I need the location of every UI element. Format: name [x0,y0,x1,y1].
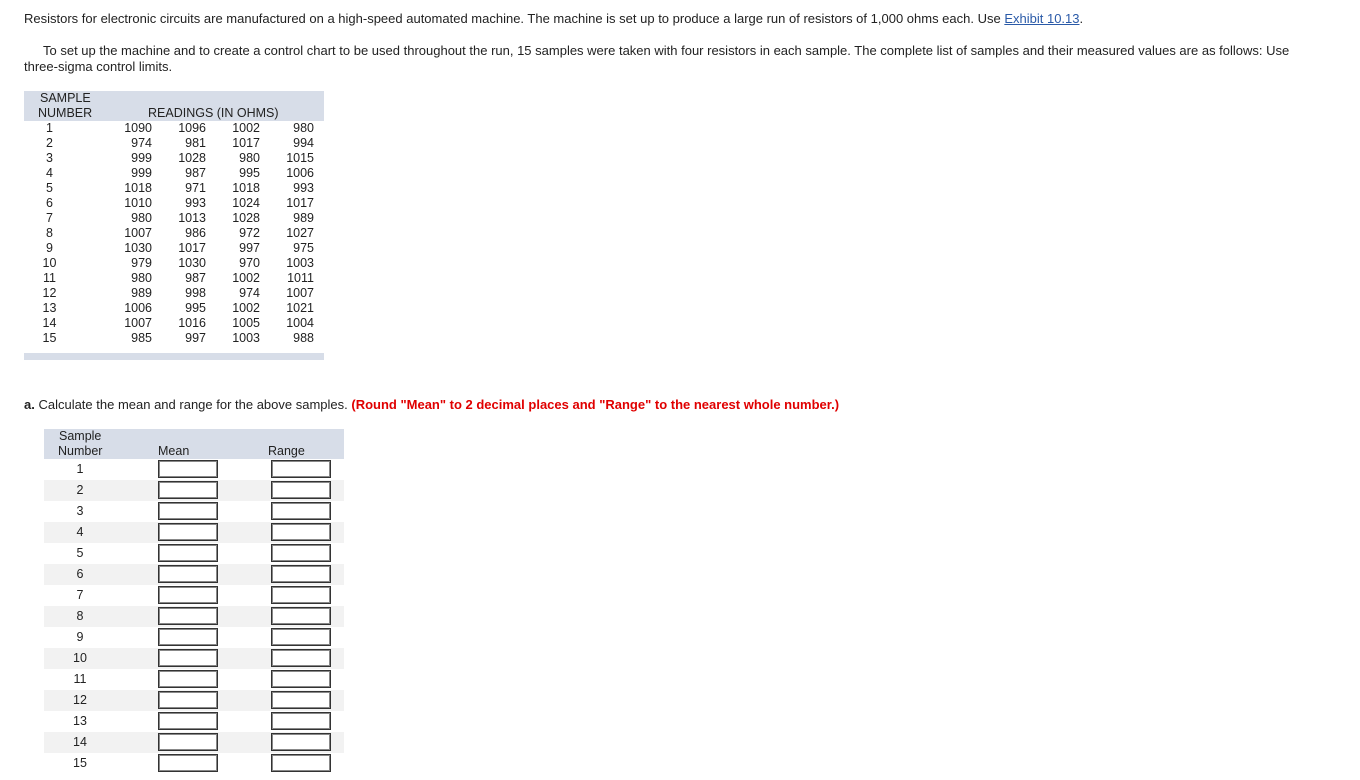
readings-row [24,316,324,331]
reading-cell: 980 [239,151,260,165]
sample-number-cell: 3 [46,151,53,165]
reading-cell: 980 [293,121,314,135]
reading-cell: 1013 [178,211,206,225]
answer-row [44,606,344,627]
readings-row [24,121,324,136]
mean-input[interactable] [158,586,218,604]
mean-input[interactable] [158,628,218,646]
header-mean: Mean [158,444,190,458]
range-input[interactable] [271,586,331,604]
reading-cell: 1011 [287,271,314,285]
reading-cell: 981 [185,136,206,150]
reading-cell: 1016 [178,316,206,330]
sample-number-cell: 7 [76,588,84,602]
reading-cell: 979 [131,256,152,270]
reading-cell: 987 [185,166,206,180]
header-sample-line1: Sample [59,429,102,443]
reading-cell: 1006 [124,301,152,315]
answer-row [44,690,344,711]
sample-number-cell: 12 [73,693,87,707]
reading-cell: 1018 [232,181,260,195]
readings-row [24,271,324,286]
reading-cell: 1005 [232,316,260,330]
reading-cell: 999 [131,151,152,165]
range-input[interactable] [271,754,331,772]
sample-number-cell: 13 [73,714,87,728]
sample-number-cell: 13 [42,301,57,315]
setup-text: To set up the machine and to create a control chart to be used throughout the run, 15 samples were taken with four resistors in each sample. The complete list of samples and their measured values are as follows: Use three-sigma control limits. [24,43,1290,74]
range-input[interactable] [271,733,331,751]
answer-row [44,564,344,585]
readings-row [24,256,324,271]
mean-input[interactable] [158,544,218,562]
reading-cell: 1017 [178,241,206,255]
header-readings: READINGS (IN OHMS) [148,106,279,120]
sample-number-cell: 7 [46,211,53,225]
reading-cell: 993 [185,196,206,210]
range-input[interactable] [271,712,331,730]
readings-row [24,166,324,181]
reading-cell: 1002 [232,271,260,285]
reading-cell: 1003 [286,256,314,270]
mean-input[interactable] [158,460,218,478]
reading-cell: 1010 [124,196,152,210]
reading-cell: 997 [185,331,206,345]
range-input[interactable] [271,523,331,541]
reading-cell: 985 [131,331,152,345]
range-input[interactable] [271,502,331,520]
range-input[interactable] [271,607,331,625]
reading-cell: 987 [185,271,206,285]
reading-cell: 995 [239,166,260,180]
reading-cell: 1002 [232,301,260,315]
header-sample-line2: NUMBER [38,106,93,120]
sample-number-cell: 15 [73,756,87,770]
readings-row [24,331,324,346]
sample-number-cell: 4 [76,525,84,539]
sample-number-cell: 14 [73,735,87,749]
reading-cell: 986 [185,226,206,240]
reading-cell: 1007 [124,226,152,240]
setup-paragraph [24,43,1324,75]
header-sample-line1: SAMPLE [40,91,91,105]
reading-cell: 971 [185,181,206,195]
sample-number-cell: 5 [46,181,53,195]
reading-cell: 1028 [178,151,206,165]
reading-cell: 1027 [286,226,314,240]
sample-number-cell: 10 [73,651,87,665]
answer-row [44,543,344,564]
readings-row [24,211,324,226]
reading-cell: 974 [239,286,260,300]
answer-row [44,459,344,480]
answer-table-body [44,459,344,774]
reading-cell: 975 [293,241,314,255]
sample-number-cell: 12 [42,286,57,300]
sample-number-cell: 8 [76,609,84,623]
mean-input[interactable] [158,670,218,688]
reading-cell: 972 [239,226,260,240]
readings-table [24,91,324,360]
range-input[interactable] [271,670,331,688]
answer-row [44,669,344,690]
sample-number-cell: 2 [76,483,84,497]
reading-cell: 998 [185,286,206,300]
header-range: Range [268,444,305,458]
sample-number-cell: 6 [46,196,53,210]
mean-input[interactable] [158,502,218,520]
mean-input[interactable] [158,733,218,751]
mean-input[interactable] [158,649,218,667]
mean-input[interactable] [158,691,218,709]
answer-row [44,711,344,732]
sample-number-cell: 14 [42,316,57,330]
exhibit-link[interactable]: Exhibit 10.13 [1004,11,1080,26]
sample-number-cell: 1 [46,121,53,135]
mean-input[interactable] [158,565,218,583]
readings-table-body [24,121,324,353]
answer-row [44,585,344,606]
answer-table [44,429,344,774]
range-input[interactable] [271,628,331,646]
sample-number-cell: 9 [76,630,84,644]
reading-cell: 989 [293,211,314,225]
reading-cell: 989 [131,286,152,300]
answer-row [44,648,344,669]
reading-cell: 1007 [286,286,314,300]
reading-cell: 974 [131,136,152,150]
reading-cell: 999 [131,166,152,180]
reading-cell: 1017 [232,136,260,150]
readings-row [24,241,324,256]
sample-number-cell: 9 [46,241,53,255]
range-input[interactable] [271,649,331,667]
sample-number-cell: 2 [46,136,53,150]
reading-cell: 1006 [286,166,314,180]
readings-row [24,286,324,301]
mean-input[interactable] [158,523,218,541]
reading-cell: 994 [293,136,314,150]
readings-row [24,301,324,316]
reading-cell: 1021 [286,301,314,315]
range-input[interactable] [271,481,331,499]
reading-cell: 1096 [178,121,206,135]
readings-table-header [24,91,324,121]
intro-end: . [1079,11,1084,26]
reading-cell: 1090 [124,121,152,135]
range-input[interactable] [271,691,331,709]
mean-input[interactable] [158,754,218,772]
reading-cell: 1015 [286,151,314,165]
answer-row [44,627,344,648]
reading-cell: 1030 [124,241,152,255]
sample-number-cell: 5 [76,546,84,560]
mean-input[interactable] [158,712,218,730]
reading-cell: 970 [239,256,260,270]
reading-cell: 980 [131,211,152,225]
header-sample-line2: Number [58,444,103,458]
reading-cell: 1024 [232,196,260,210]
reading-cell: 1028 [232,211,260,225]
reading-cell: 1017 [286,196,314,210]
part-a-text: Calculate the mean and range for the above samples. [34,397,352,412]
problem-intro [24,11,1344,27]
reading-cell: 1002 [232,121,260,135]
reading-cell: 980 [131,271,152,285]
sample-number-cell: 8 [46,226,53,240]
readings-row [24,181,324,196]
reading-cell: 1030 [178,256,206,270]
sample-number-cell: 10 [42,256,57,270]
rounding-instruction: (Round "Mean" to 2 decimal places and "Range" to the nearest whole number.) [351,397,840,412]
part-a-question [24,397,839,413]
range-input[interactable] [271,544,331,562]
sample-number-cell: 6 [76,567,84,581]
mean-input[interactable] [158,481,218,499]
answer-row [44,480,344,501]
range-input[interactable] [271,460,331,478]
readings-row [24,196,324,211]
readings-row [24,226,324,241]
range-input[interactable] [271,565,331,583]
sample-number-cell: 11 [43,271,56,285]
part-a-label: a. [24,397,35,412]
sample-number-cell: 15 [42,331,57,345]
intro-text: Resistors for electronic circuits are manufactured on a high-speed automated machine. The machine is set up to produce a large run of resistors of 1,000 ohms each. Use [24,11,1005,26]
reading-cell: 1004 [286,316,314,330]
answer-row [44,501,344,522]
reading-cell: 1007 [124,316,152,330]
sample-number-cell: 4 [46,166,53,180]
answer-row [44,522,344,543]
answer-row [44,753,344,774]
sample-number-cell: 11 [73,672,87,686]
answer-table-header [44,429,344,459]
reading-cell: 997 [239,241,260,255]
sample-number-cell: 3 [76,504,84,518]
mean-input[interactable] [158,607,218,625]
reading-cell: 993 [293,181,314,195]
sample-number-cell: 1 [76,462,84,476]
answer-row [44,732,344,753]
readings-row [24,136,324,151]
readings-row [24,151,324,166]
reading-cell: 1003 [232,331,260,345]
reading-cell: 1018 [124,181,152,195]
reading-cell: 995 [185,301,206,315]
reading-cell: 988 [293,331,314,345]
